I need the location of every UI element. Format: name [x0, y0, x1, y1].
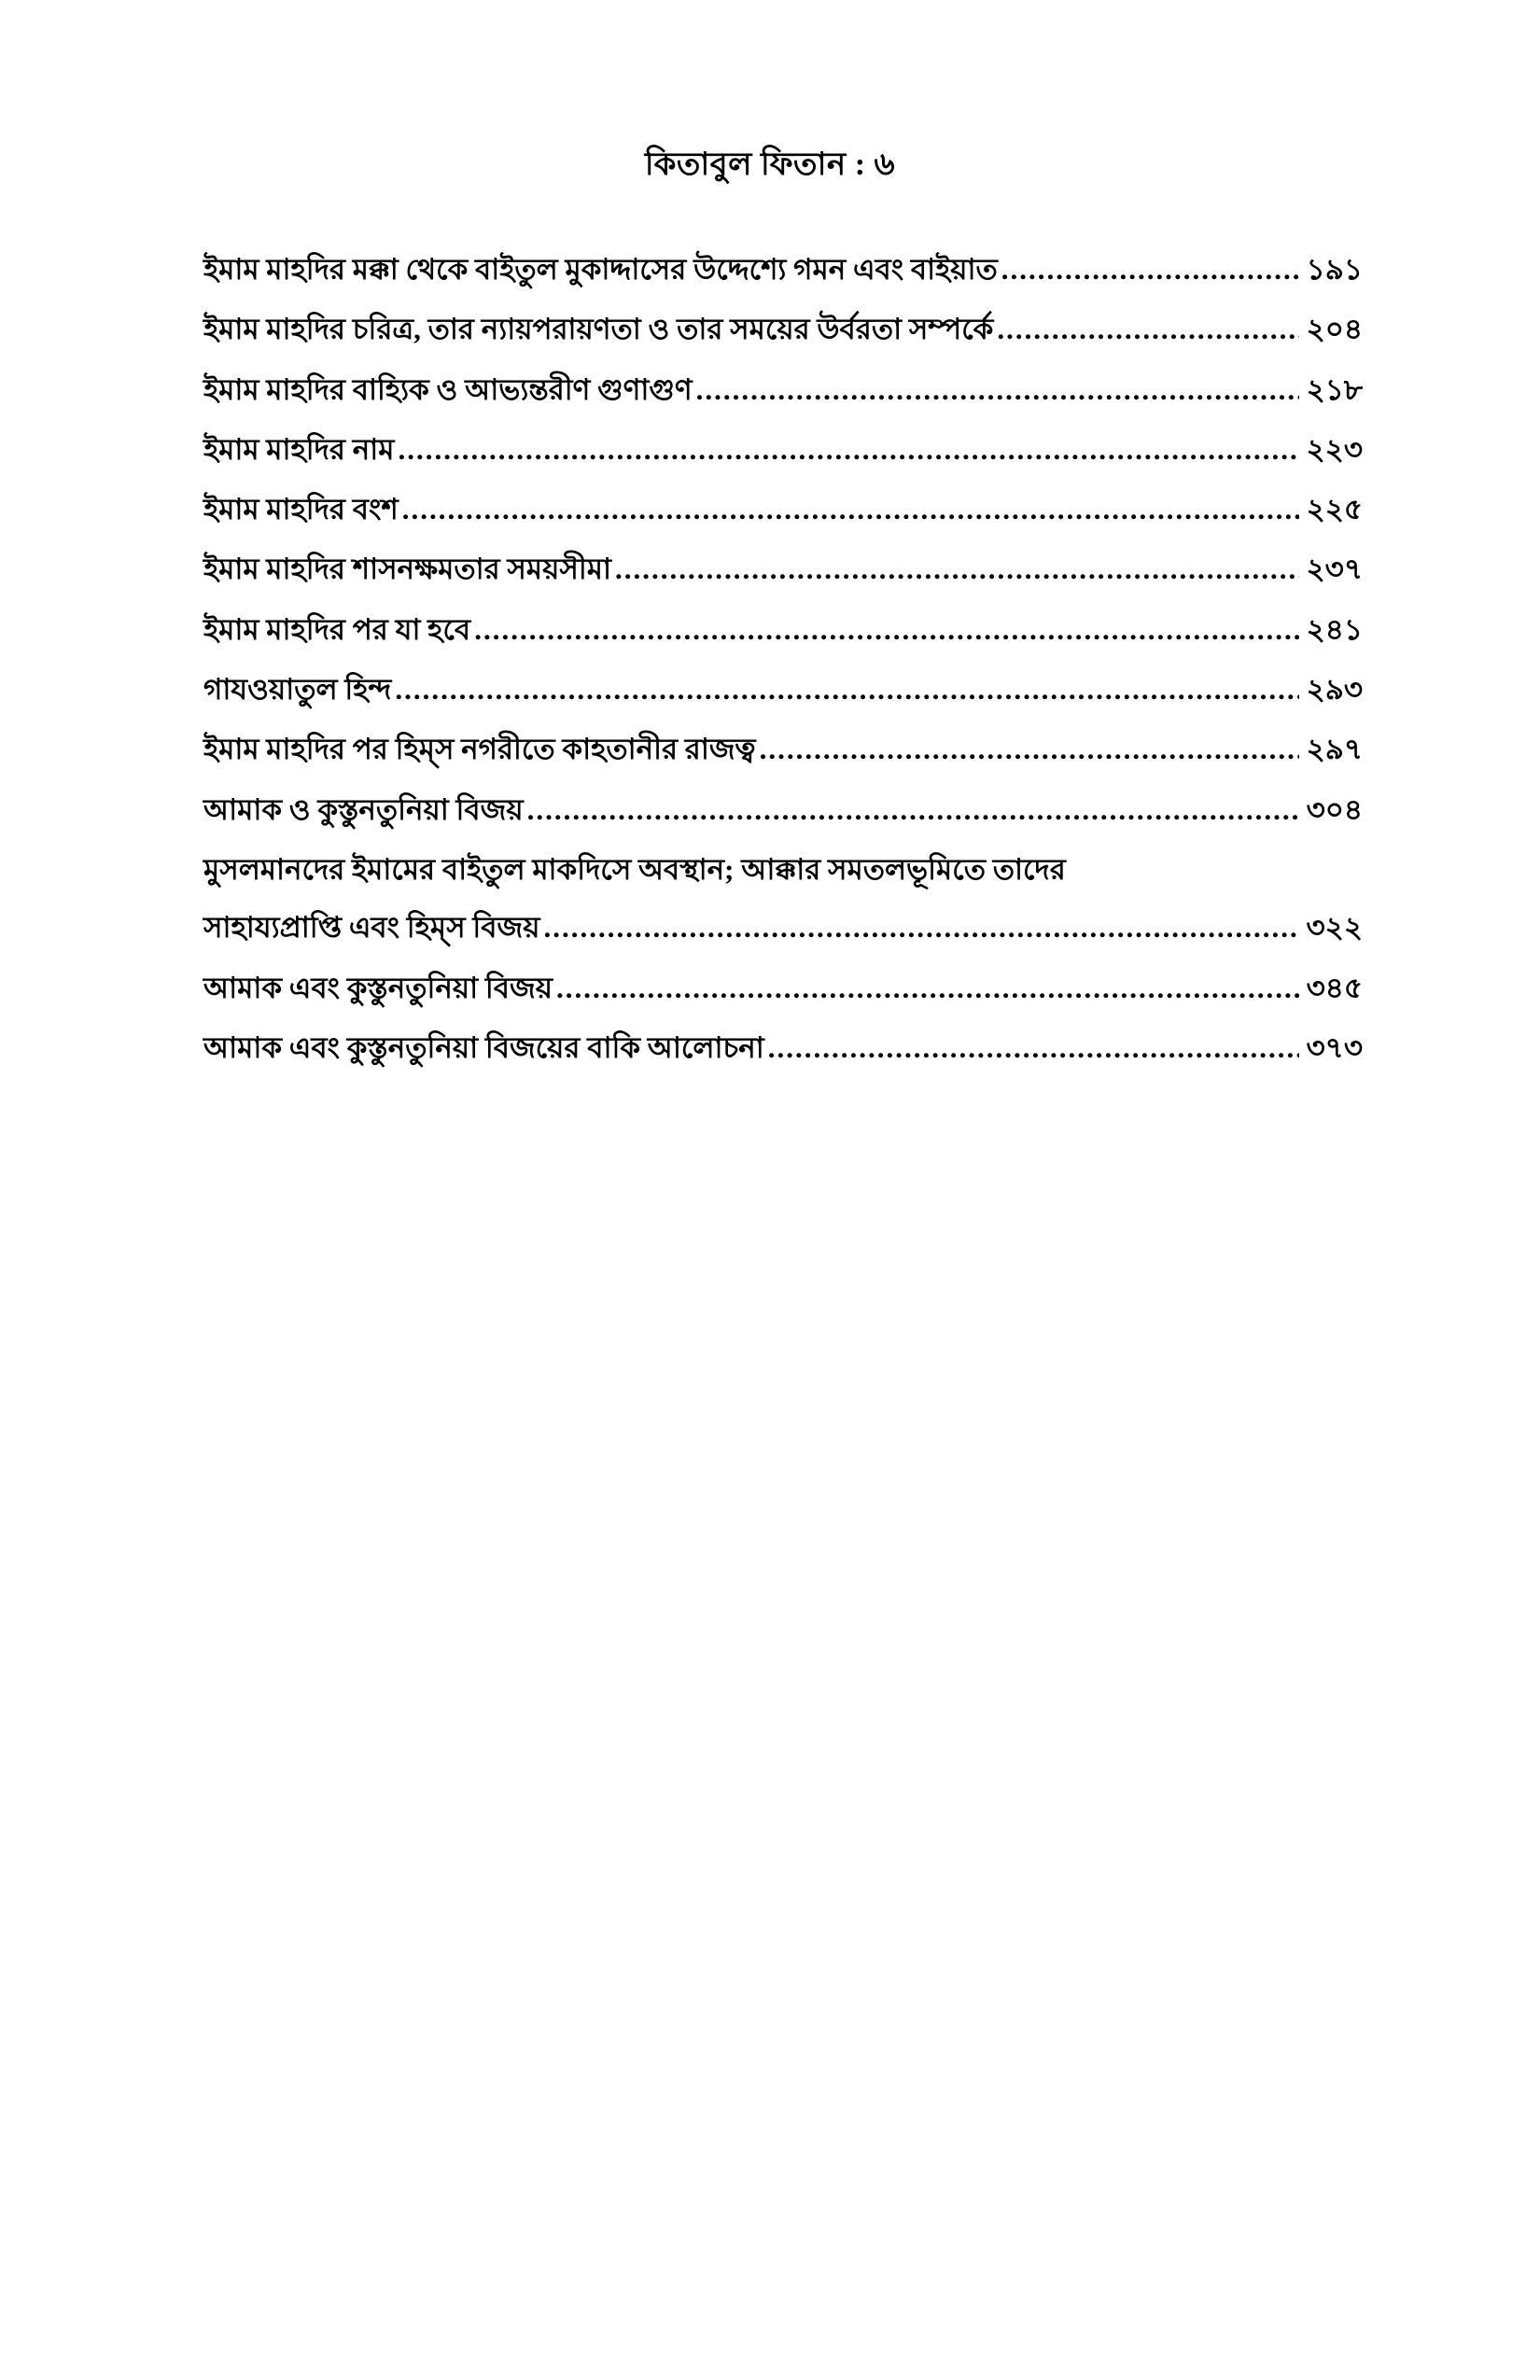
toc-entry-title: গাযওয়াতুল হিন্দ: [203, 673, 392, 707]
toc-leader-dots: [474, 615, 1298, 644]
toc-leader-dots: [768, 1033, 1299, 1062]
toc-entry-page: ৩৪৫: [1306, 971, 1363, 1004]
toc-entry[interactable]: [203, 791, 1363, 829]
toc-entry-title: ইমাম মাহদির নাম: [203, 432, 395, 466]
toc-entry[interactable]: [203, 371, 1363, 409]
toc-entry-page: ২২৫: [1306, 493, 1363, 526]
toc-entry-title: আমাক ও কুস্তুনতুনিয়া বিজয়: [203, 792, 524, 826]
toc-entry-title: সাহায্যপ্রাপ্তি এবং হিম্‌স বিজয়: [203, 911, 540, 945]
toc-leader-dots: [543, 913, 1298, 942]
toc-entry[interactable]: [203, 491, 1363, 528]
toc-entry-title: ইমাম মাহদির বংশ: [203, 493, 399, 526]
toc-leader-dots: [527, 795, 1299, 824]
table-of-contents: [0, 251, 1540, 1067]
toc-entry-page: ২৯৭: [1306, 733, 1363, 766]
toc-leader-dots: [615, 554, 1299, 583]
page-header: কিতাবুল ফিতান : ৬: [644, 147, 896, 182]
toc-entry-title: ইমাম মাহদির পর হিম্‌স নগরীতে কাহতানীর রাজত্ব: [203, 733, 756, 766]
toc-entry-title: ইমাম মাহদির পর যা হবে: [203, 612, 471, 646]
toc-entry-page: ২২৩: [1306, 432, 1363, 466]
toc-entry-page: ৩৭৩: [1306, 1030, 1363, 1064]
toc-entry-page: ২৩৭: [1306, 553, 1363, 586]
toc-entry-title: আমাক এবং কুস্তুনতুনিয়া বিজয়ের বাকি আলোচনা: [203, 1030, 764, 1064]
toc-entry[interactable]: [203, 311, 1363, 348]
toc-entry-page: ৩২২: [1306, 911, 1363, 945]
toc-leader-dots: [1001, 255, 1299, 284]
toc-entry[interactable]: [203, 851, 1363, 947]
toc-entry-page: ২৪১: [1306, 612, 1363, 646]
toc-leader-dots: [760, 735, 1299, 763]
toc-entry[interactable]: [203, 671, 1363, 708]
toc-entry-title: ইমাম মাহদির চরিত্র, তার ন্যায়পরায়ণতা ও তার সময়ের উর্বরতা সম্পর্কে: [203, 313, 994, 346]
toc-entry-page: ৩০৪: [1306, 792, 1363, 826]
toc-entry[interactable]: [203, 731, 1363, 768]
toc-leader-dots: [556, 973, 1299, 1002]
toc-entry-title: ইমাম মাহদির মক্কা থেকে বাইতুল মুকাদ্দাসের উদ্দেশ্যে গমন এবং বাইয়াত: [203, 253, 998, 286]
toc-entry-page: ২০৪: [1306, 313, 1363, 346]
toc-entry-title: ইমাম মাহদির শাসনক্ষমতার সময়সীমা: [203, 553, 611, 586]
toc-entry[interactable]: [203, 1029, 1363, 1067]
toc-entry-title: আমাক এবং কুস্তুনতুনিয়া বিজয়: [203, 971, 553, 1004]
toc-entry-page: ২১৮: [1306, 372, 1363, 406]
toc-entry[interactable]: [203, 611, 1363, 649]
toc-entry[interactable]: [203, 970, 1363, 1007]
toc-entry[interactable]: [203, 551, 1363, 588]
toc-leader-dots: [398, 435, 1298, 464]
toc-entry-title-line1: মুসলমানদের ইমামের বাইতুল মাকদিসে অবস্থান; আক্কার সমতলভূমিতে তাদের: [203, 852, 1066, 886]
toc-entry[interactable]: [203, 431, 1363, 469]
toc-leader-dots: [402, 495, 1299, 524]
toc-leader-dots: [696, 375, 1299, 404]
toc-entry[interactable]: [203, 251, 1363, 288]
toc-entry-page: ১৯১: [1306, 253, 1363, 286]
toc-leader-dots: [395, 675, 1298, 704]
toc-leader-dots: [997, 315, 1298, 343]
toc-entry-title: ইমাম মাহদির বাহ্যিক ও আভ্যন্তরীণ গুণাগুণ: [203, 372, 693, 406]
toc-entry-page: ২৯৩: [1306, 673, 1363, 707]
